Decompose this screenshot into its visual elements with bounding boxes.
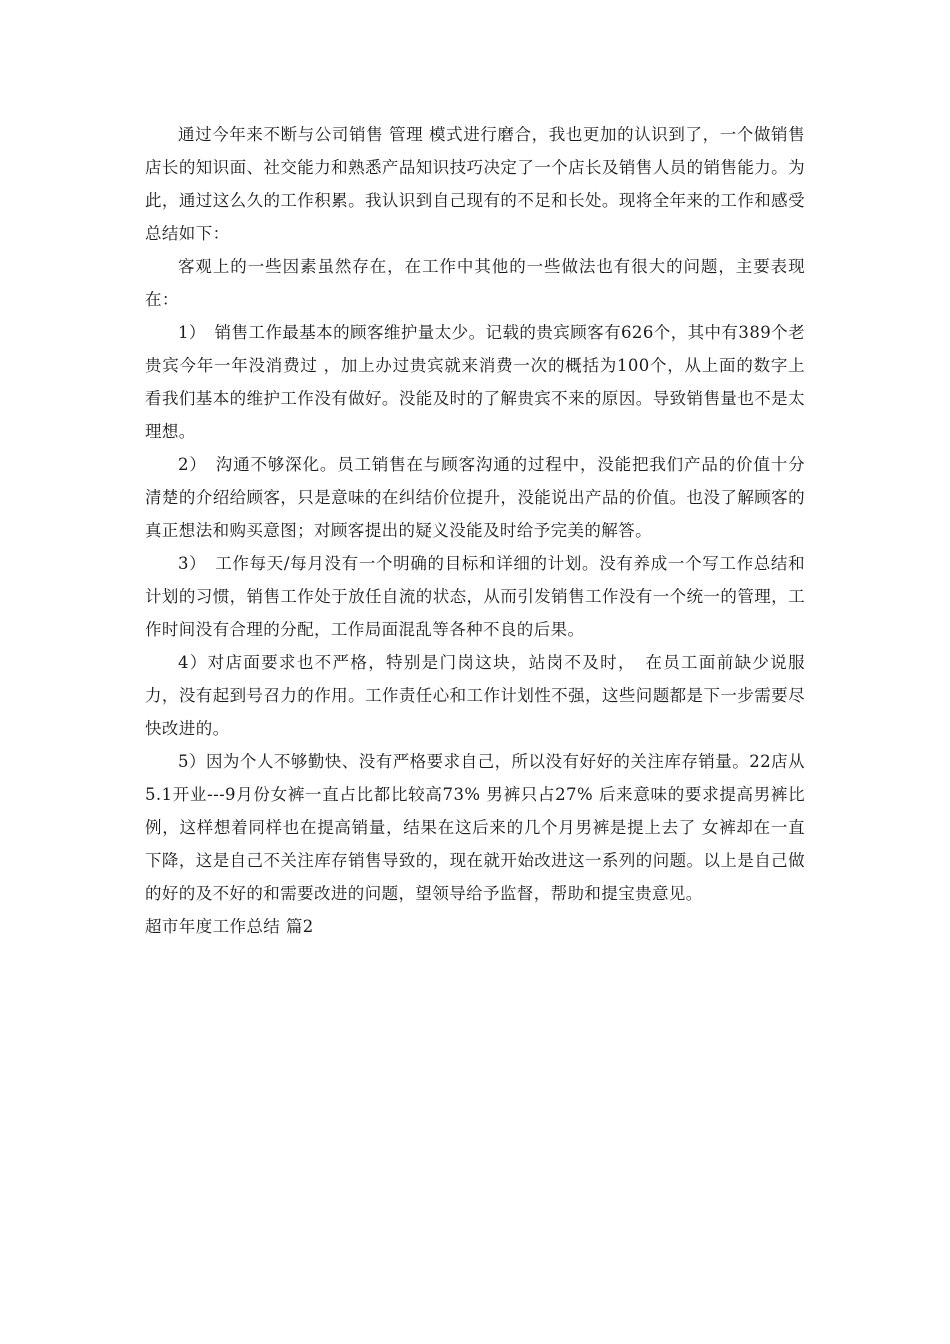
section-title: 超市年度工作总结 篇2 bbox=[145, 917, 314, 936]
paragraph-point-4: 4）对店面要求也不严格，特别是门岗这块，站岗不及时， 在员工面前缺少说服力，没有起到号召力的作用。工作责任心和工作计划性不强，这些问题都是下一步需要尽快改进的。 bbox=[145, 653, 805, 738]
paragraph-point-3: 3） 工作每天/每月没有一个明确的目标和详细的计划。没有养成一个写工作总结和计划的习惯，销售工作处于放任自流的状态，从而引发销售工作没有一个统一的管理，工作时间没有合理的分配，工作局面混乱等各种不良的后果。 bbox=[145, 554, 805, 639]
paragraph-point-2: 2） 沟通不够深化。员工销售在与顾客沟通的过程中，没能把我们产品的价值十分清楚的介绍给顾客，只是意味的在纠结价位提升，没能说出产品的价值。也没了解顾客的真正想法和购买意图；对顾客提出的疑义没能及时给予完美的解答。 bbox=[145, 455, 805, 540]
paragraph-point-5: 5）因为个人不够勤快、没有严格要求自己，所以没有好好的关注库存销量。22店从5.1开业---9月份女裤一直占比都比较高73% 男裤只占27% 后来意味的要求提高男裤比例，这样想着同样也在提高销量，结果在这后来的几个月男裤是提上去了 女裤却在一直下降，这是自己不关注库存销售导致的，现在就开始改进这一系列的问题。以上是自己做的好的及不好的和需要改进的问题，望领导给予监督，帮助和提宝贵意见。 bbox=[145, 752, 805, 903]
paragraph-problems-intro: 客观上的一些因素虽然存在，在工作中其他的一些做法也有很大的问题，主要表现在： bbox=[145, 257, 805, 309]
document-body bbox=[145, 118, 805, 943]
paragraph-point-1: 1） 销售工作最基本的顾客维护量太少。记载的贵宾顾客有626个，其中有389个老贵宾今年一年没消费过 ，加上办过贵宾就来消费一次的概括为100个，从上面的数字上看我们基本的维护工作没有做好。没能及时的了解贵宾不来的原因。导致销售量也不是太理想。 bbox=[145, 323, 806, 441]
paragraph-intro: 通过今年来不断与公司销售 管理 模式进行磨合，我也更加的认识到了，一个做销售店长的知识面、社交能力和熟悉产品知识技巧决定了一个店长及销售人员的销售能力。为此，通过这么久的工作积累。我认识到自己现有的不足和长处。现将全年来的工作和感受总结如下： bbox=[145, 125, 805, 243]
